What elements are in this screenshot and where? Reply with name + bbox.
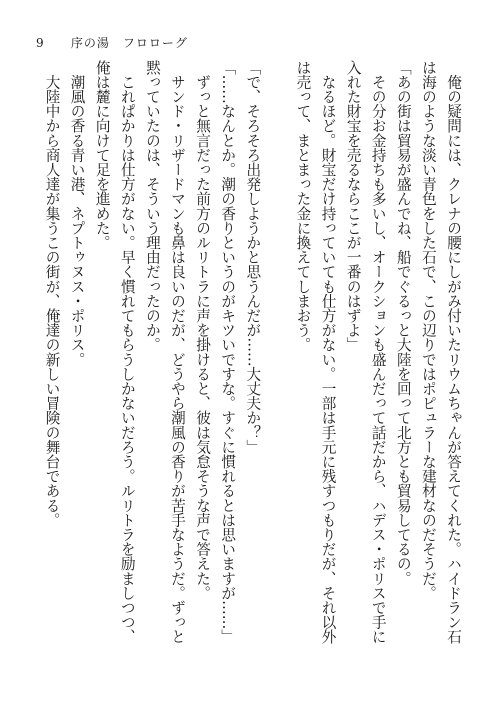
text-line: 「で、そろそろ出発しようかと思うんだが……大丈夫か？」	[244, 60, 262, 455]
text-line: 潮風の香る青い港、ネプトゥヌス・ポリス。	[68, 60, 86, 367]
text-line: 「……なんとか。潮の香りというのがキツいですな。すぐに慣れるとは思いますが……」	[219, 60, 237, 644]
text-line: は海のような淡い青色をした石で、この辺りではポピュラーな建材なのだそうだ。	[419, 60, 437, 601]
text-line: 俺の疑問には、クレナの腰にしがみ付いたリウムちゃんが答えてくれた。ハイドラン石	[445, 60, 462, 644]
text-line: 俺は麓に向けて足を進めた。	[93, 60, 111, 250]
text-line: なるほど。財宝だけ持っていても仕方がない。一部は手元に残すつもりだが、それ以外	[319, 60, 337, 644]
text-line: サンド・リザードマンも鼻は良いのだが、どうやら潮風の香りが苦手なようだ。ずっと	[168, 60, 186, 644]
text-line: 「あの街は貿易が盛んでね、船でぐるっと大陸を回って北方とも貿易してるの。	[394, 60, 412, 586]
page-number: 9	[36, 36, 45, 50]
chapter-title: 序の湯 フロローグ	[70, 36, 188, 50]
text-line: ずっと無言だった前方のルリトラに声を掛けると、彼は気怠そうな声で答えた。	[194, 60, 212, 601]
text-line: これぱかりは仕方がない。早く慣れてもらうしかないだろう。ルリトラを励ましつつ、	[118, 60, 136, 644]
text-line: 黙っていたのは、そういう理由だったのか。	[143, 60, 161, 352]
text-line: その分お金持ちも多いし、オークションも盛んだって話だから、ハデス・ポリスで手に	[369, 60, 387, 644]
body-text	[39, 60, 466, 664]
text-line: 大陸中から商人達が集うこの街が、俺達の新しい冒険の舞台である。	[43, 60, 61, 528]
page-header	[36, 34, 188, 51]
blank-line	[265, 60, 290, 664]
text-line: 入れた財宝を売るならここが一番のはずよ」	[344, 60, 362, 352]
text-line: は売って、まとまった金に換えてしまおう。	[294, 60, 312, 352]
